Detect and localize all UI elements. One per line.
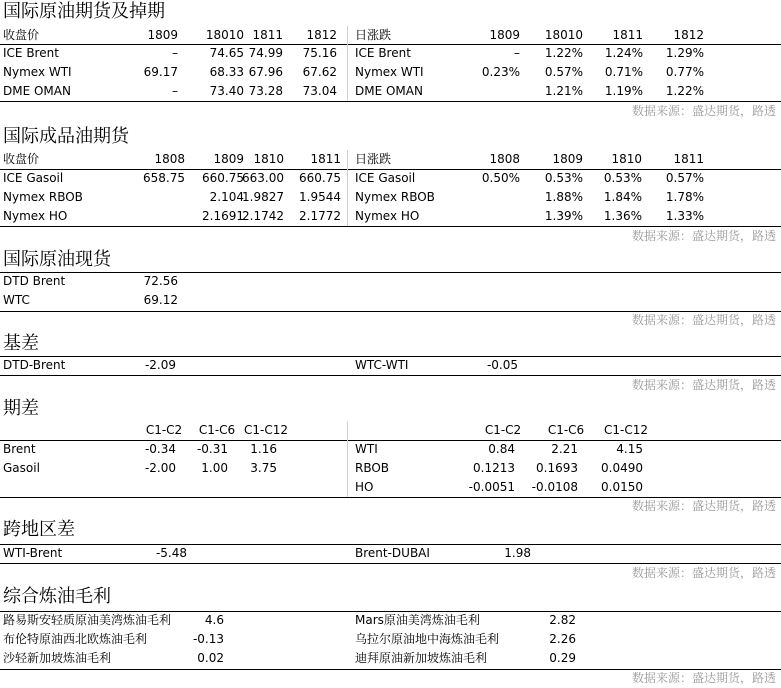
row-label: Nymex HO: [355, 209, 420, 223]
table-cell: 0.57%: [665, 171, 704, 185]
column-header: 18010: [205, 28, 244, 42]
section-title: 国际原油现货: [3, 249, 111, 270]
table-cell: 660.75: [299, 171, 341, 185]
row-label: ICE Gasoil: [3, 171, 64, 185]
table-cell: 74.99: [248, 46, 283, 60]
table-cell: 0.53%: [544, 171, 583, 185]
column-header: 1812: [673, 28, 704, 42]
rule-line: [0, 272, 781, 273]
row-label: WTC: [3, 293, 30, 307]
table-cell: 1.9827: [242, 190, 284, 204]
column-header: C1-C12: [244, 423, 288, 437]
table-cell: 73.04: [302, 84, 337, 98]
column-header: 1809: [489, 28, 520, 42]
row-label: Gasoil: [3, 461, 40, 475]
table-cell: -0.05: [486, 358, 518, 372]
column-header: 1809: [147, 28, 178, 42]
table-cell: 2.26: [549, 632, 576, 646]
table-cell: 2.82: [549, 613, 576, 627]
table-cell: 1.36%: [603, 209, 642, 223]
table-cell: -0.34: [144, 442, 176, 456]
column-header: 1811: [252, 28, 283, 42]
table-cell: –: [514, 46, 520, 60]
row-label: Nymex WTI: [355, 65, 424, 79]
column-divider: [347, 421, 348, 497]
row-label: Nymex RBOB: [3, 190, 83, 204]
row-label: DME OMAN: [3, 84, 71, 98]
row-label: Brent-DUBAI: [355, 546, 430, 560]
row-label: 布伦特原油西北欧炼油毛利: [3, 632, 148, 646]
table-cell: 68.33: [209, 65, 244, 79]
row-label: ICE Brent: [3, 46, 59, 60]
table-cell: 69.12: [143, 293, 178, 307]
section-title: 基差: [3, 333, 39, 354]
table-cell: 1.22%: [665, 84, 704, 98]
source-note: 数据来源：盛达期货，路透: [631, 313, 776, 327]
column-header: C1-C6: [198, 423, 236, 437]
table-cell: 1.39%: [544, 209, 583, 223]
source-note: 数据来源：盛达期货，路透: [631, 229, 776, 243]
table-cell: 74.65: [209, 46, 244, 60]
table-cell: 0.02: [197, 651, 224, 665]
table-cell: 1.9544: [299, 190, 341, 204]
row-label: 迪拜原油新加坡炼油毛利: [355, 651, 488, 665]
table-cell: 1.98: [504, 546, 531, 560]
table-cell: 4.15: [616, 442, 643, 456]
column-header: 收盘价: [3, 152, 40, 166]
table-cell: 73.40: [209, 84, 244, 98]
section-title: 国际成品油期货: [3, 126, 129, 147]
source-note: 数据来源：盛达期货，路透: [631, 104, 776, 118]
column-header: 1808: [489, 152, 520, 166]
row-label: 乌拉尔原油地中海炼油毛利: [355, 632, 500, 646]
row-label: Mars原油美湾炼油毛利: [355, 613, 480, 627]
section-title: 期差: [3, 398, 39, 419]
table-cell: 1.78%: [665, 190, 704, 204]
column-header: 1808: [154, 152, 185, 166]
row-label: DME OMAN: [355, 84, 423, 98]
table-cell: 1.16: [250, 442, 277, 456]
table-cell: 0.50%: [481, 171, 520, 185]
section-title: 跨地区差: [3, 519, 75, 540]
table-cell: 3.75: [250, 461, 277, 475]
table-cell: 1.33%: [665, 209, 704, 223]
row-label: WTC-WTI: [355, 358, 409, 372]
table-cell: 1.24%: [604, 46, 643, 60]
table-cell: –: [172, 84, 178, 98]
table-cell: 0.0490: [601, 461, 643, 475]
table-cell: -0.31: [196, 442, 228, 456]
source-note: 数据来源：盛达期货，路透: [631, 566, 776, 580]
row-label: ICE Brent: [355, 46, 411, 60]
column-header: 18010: [544, 28, 583, 42]
table-cell: 658.75: [143, 171, 185, 185]
column-header: 收盘价: [3, 28, 40, 42]
source-note: 数据来源：盛达期货，路透: [631, 671, 776, 685]
column-header: 1809: [213, 152, 244, 166]
table-cell: 0.0150: [601, 480, 643, 494]
table-cell: 0.1693: [536, 461, 578, 475]
table-cell: 2.104: [209, 190, 244, 204]
section-title: 综合炼油毛利: [3, 586, 111, 607]
rule-line: [0, 375, 781, 376]
table-cell: -0.13: [192, 632, 224, 646]
row-label: Nymex RBOB: [355, 190, 435, 204]
section-title: 国际原油期货及掉期: [3, 1, 165, 22]
table-cell: 660.75: [202, 171, 244, 185]
column-header: 1812: [306, 28, 337, 42]
table-cell: 2.21: [551, 442, 578, 456]
table-cell: 4.6: [204, 613, 224, 627]
column-header: C1-C2: [145, 423, 183, 437]
column-header: C1-C2: [484, 423, 522, 437]
table-cell: 69.17: [143, 65, 178, 79]
table-cell: 0.71%: [604, 65, 643, 79]
table-cell: 72.56: [143, 274, 178, 288]
table-cell: -2.09: [144, 358, 176, 372]
column-header: 日涨跌: [355, 152, 392, 166]
row-label: Nymex WTI: [3, 65, 72, 79]
table-cell: –: [172, 46, 178, 60]
table-cell: 67.96: [248, 65, 283, 79]
rule-line: [0, 101, 781, 102]
column-header: 1811: [612, 28, 643, 42]
table-cell: 0.29: [549, 651, 576, 665]
table-cell: 0.53%: [603, 171, 642, 185]
column-divider: [347, 26, 348, 101]
column-header: 1809: [552, 152, 583, 166]
table-cell: 0.1213: [473, 461, 515, 475]
row-label: WTI-Brent: [3, 546, 63, 560]
column-header: 日涨跌: [355, 28, 392, 42]
table-cell: 1.84%: [603, 190, 642, 204]
table-cell: 0.23%: [481, 65, 520, 79]
table-cell: -2.00: [144, 461, 176, 475]
column-header: 1811: [673, 152, 704, 166]
table-cell: 1.88%: [544, 190, 583, 204]
column-header: C1-C12: [604, 423, 648, 437]
column-header: C1-C6: [547, 423, 585, 437]
table-cell: 2.1772: [299, 209, 341, 223]
table-cell: 663.00: [242, 171, 284, 185]
rule-line: [0, 563, 781, 564]
table-cell: 1.22%: [544, 46, 583, 60]
table-cell: -5.48: [155, 546, 187, 560]
source-note: 数据来源：盛达期货，路透: [631, 499, 776, 513]
table-cell: 0.77%: [665, 65, 704, 79]
row-label: 沙轻新加坡炼油毛利: [3, 651, 112, 665]
row-label: Nymex HO: [3, 209, 68, 223]
table-cell: 73.28: [248, 84, 283, 98]
table-cell: -0.0108: [531, 480, 578, 494]
table-cell: 1.00: [201, 461, 228, 475]
table-cell: 0.57%: [544, 65, 583, 79]
row-label: 路易斯安轻质原油美湾炼油毛利: [3, 613, 172, 627]
row-label: DTD Brent: [3, 274, 66, 288]
table-cell: 1.29%: [665, 46, 704, 60]
rule-line: [0, 226, 781, 227]
source-note: 数据来源：盛达期货，路透: [631, 378, 776, 392]
row-label: HO: [355, 480, 374, 494]
column-header: 1810: [611, 152, 642, 166]
table-cell: 1.19%: [604, 84, 643, 98]
table-cell: 67.62: [302, 65, 337, 79]
row-label: Brent: [3, 442, 36, 456]
row-label: WTI: [355, 442, 378, 456]
rule-line: [0, 440, 781, 441]
table-cell: -0.0051: [468, 480, 515, 494]
table-cell: 1.21%: [544, 84, 583, 98]
column-header: 1810: [253, 152, 284, 166]
row-label: DTD-Brent: [3, 358, 66, 372]
table-cell: 75.16: [302, 46, 337, 60]
column-header: 1811: [310, 152, 341, 166]
row-label: ICE Gasoil: [355, 171, 416, 185]
table-cell: 0.84: [488, 442, 515, 456]
table-cell: 2.1742: [242, 209, 284, 223]
row-label: RBOB: [355, 461, 390, 475]
table-cell: 2.1691: [202, 209, 244, 223]
column-divider: [347, 150, 348, 226]
